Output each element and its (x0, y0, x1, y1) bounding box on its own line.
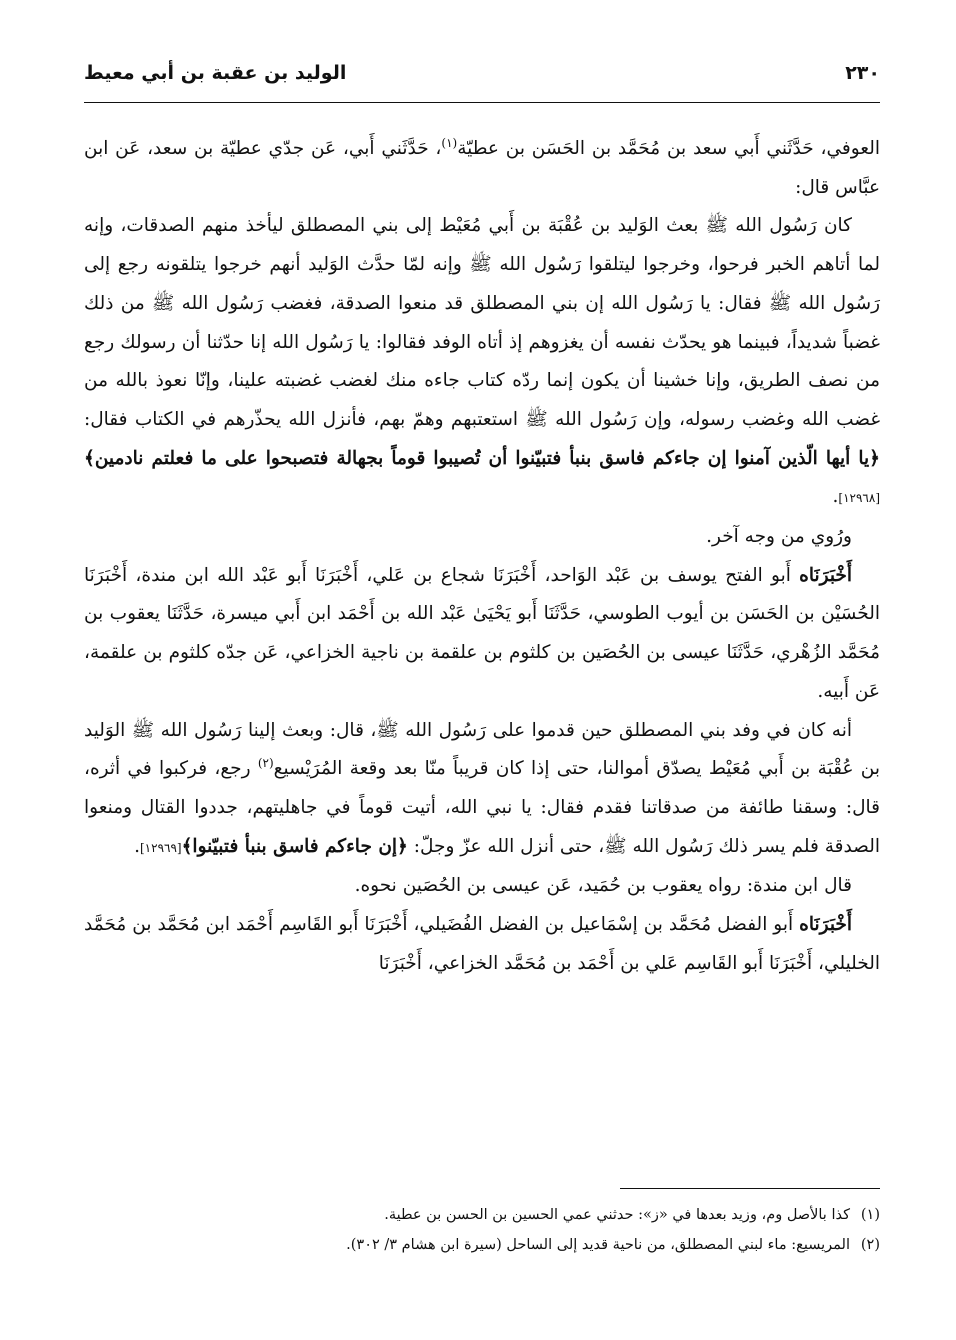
quran-verse: ﴿إن جاءكم فاسق بنبأ فتبيّنوا﴾ (181, 835, 408, 857)
footnote-divider (620, 1188, 880, 1189)
footnote-item (84, 1200, 880, 1230)
page-number: ٢٣٠ (845, 62, 880, 84)
isnad-lead-word: أَخْبَرَنَاه (799, 564, 852, 586)
page-header (84, 62, 880, 84)
isnad-lead-word: أَخْبَرَنَاه (799, 914, 852, 936)
paragraph-2: كان رَسُول الله ﷺ بعث الوَليد بن عُقْبَة بن أَبي مُعَيْط إلى بني المصطلق ليأخذ منهم الصدقات، وإنه لما أتاهم الخبر فرحوا، وخرجوا ليتلقوا رَسُول الله ﷺ وإنه لمّا حدَّث الوَليد أنهم خرجوا يتلقونه رجع إلى رَسُول الله ﷺ فقال: يا رَسُول الله إن بني المصطلق قد منعوا الصدقة، فغضب رَسُول الله ﷺ من ذلك غضباً شديداً، فبينما هو يحدّث نفسه أن يغزوهم إذ أتاه الوفد فقالوا: يا رَسُول الله إنا حدّثنا أن رسولك رجع من نصف الطريق، وإنا خشينا أن يكون إنما ردّه كتاب جاءه منك لغضب غضبته علينا، وإنّا نعوذ بالله من غضب الله وغضب رسوله، وإن رَسُول الله ﷺ استعتبهم وهمّ بهم، فأنزل الله يحذّرهم في الكتاب فقال: ﴿يا أيها الّذين آمنوا إن جاءكم فاسق بنبأ فتبيّنوا أن تُصيبوا قوماً بجهالة فتصبحوا على ما فعلتم نادمين﴾[١٢٩٦٨]. (84, 215, 880, 508)
footnote-number: (١) (860, 1207, 880, 1223)
paragraph-text: قال ابن مندة: رواه يعقوب بن حُمَيد، عَن عيسى بن الحُصَين نحوه. (354, 875, 852, 897)
paragraph-5: أنه كان في وفد بني المصطلق حين قدموا على رَسُول الله ﷺ، قال: وبعث إلينا رَسُول الله ﷺ الوَليد بن عُقْبَة بن أَبي مُعَيْط يصدّق أموالنا، حتى إذا كان قريباً منّا بعد وقعة المُرَيْسيع$^{(٢)}$ رجع، فركبوا في أثره، قال: وسقنا طائفة من صدقاتنا فقدم فقال: يا نبي الله، أتيت قوماً في جاهليتهم، جددوا القتال ومنعوا الصدقة فلم يسر ذلك رَسُول الله ﷺ، حتى أنزل الله عزّ وجلّ: ﴿إن جاءكم فاسق بنبأ فتبيّنوا﴾[١٢٩٦٩]. (84, 719, 880, 857)
quran-verse: ﴿يا أيها الّذين آمنوا إن جاءكم فاسق بنبأ فتبيّنوا أن تُصيبوا قوماً بجهالة فتصبحوا على ما فعلتم نادمين﴾ (84, 447, 880, 469)
paragraph-text: أَبو الفضل مُحَمَّد بن إسْمَاعيل بن الفضل الفُضَيلي، أَخْبَرَنَا أَبو القَاسِم أَحْمَد ابن مُحَمَّد بن مُحَمَّد الخليلي، أَخْبَرَنَا أَبو القَاسِم عَلي بن أَحْمَد بن مُحَمَّد الخزاعي، أَخْبَرَنَا (84, 914, 880, 974)
hadith-ref-number: [١٢٩٦٩] (139, 840, 182, 855)
paragraph-text: كان رَسُول الله ﷺ بعث الوَليد بن عُقْبَة بن أَبي مُعَيْط إلى بني المصطلق ليأخذ منهم الصدقات، وإنه لما أتاهم الخبر فرحوا، وخرجوا ليتلقوا رَسُول الله ﷺ وإنه لمّا حدَّث الوَليد أنهم خرجوا يتلقونه رجع إلى رَسُول الله ﷺ فقال: يا رَسُول الله إن بني المصطلق قد منعوا الصدقة، فغضب رَسُول الله ﷺ من ذلك غضباً شديداً، فبينما هو يحدّث نفسه أن يغزوهم إذ أتاه الوفد فقالوا: يا رَسُول الله إنا حدّثنا أن رسولك رجع من نصف الطريق، وإنا خشينا أن يكون إنما ردّه كتاب جاءه منك لغضب غضبته علينا، وإنّا نعوذ بالله من غضب الله وغضب رسوله، وإن رَسُول الله ﷺ استعتبهم وهمّ بهم، فأنزل الله يحذّرهم في الكتاب فقال: (84, 215, 880, 430)
footnote-marker[interactable]: (٢) (257, 756, 274, 771)
running-title: الوليد بن عقبة بن أبي معيط (84, 62, 347, 84)
footnote-text: كذا بالأصل وم، وزيد بعدها في «ز»: حدثني عمي الحسين بن الحسن بن عطية. (384, 1207, 850, 1223)
paragraph-1 (84, 130, 880, 207)
paragraph-text: أنه كان في وفد بني المصطلق حين قدموا على رَسُول الله ﷺ، قال: وبعث إلينا رَسُول الله ﷺ الوَليد بن عُقْبَة بن أَبي مُعَيْط يصدّق أموالنا، حتى إذا كان قريباً منّا بعد وقعة المُرَيْسيع (84, 719, 880, 780)
footnote-text: المريسيع: ماء لبني المصطلق، من ناحية قديد إلى الساحل (سيرة ابن هشام ٣/ ٣٠٢). (346, 1237, 850, 1253)
paragraph-7 (84, 906, 880, 983)
paragraph-3 (84, 518, 880, 557)
header-divider (84, 102, 880, 103)
paragraph-6 (84, 867, 880, 906)
footnote-item (84, 1230, 880, 1260)
paragraph-text: أَبو الفتح يوسف بن عَبْد الوَاحد، أَخْبَرَنَا شجاع بن عَلي، أَخْبَرَنَا أَبو عَبْد الله ابن مندة، أَخْبَرَنَا الحُسَيْن بن الحَسَن بن أيوب الطوسي، حَدَّثَنَا أَبو يَحْيَىٰ عَبْد الله بن أَحْمَد ابن أَبي ميسرة، حَدَّثَنَا يعقوب بن مُحَمَّد الزُهْري، حَدَّثَنَا عيسى بن الحُصَين بن كلثوم بن علقمة بن ناجية الخزاعي، عَن جدّه كلثوم بن علقمة، عَن أَبيه. (84, 564, 880, 702)
main-text (84, 130, 880, 983)
paragraph-text: ورُوي من وجه آخر. (706, 526, 852, 548)
paragraph-text: رجع، فركبوا في أثره، قال: وسقنا طائفة من صدقاتنا فقدم فقال: يا نبي الله، أتيت قوماً في جاهليتهم، جددوا القتال ومنعوا الصدقة فلم يسر ذلك رَسُول الله ﷺ، حتى أنزل الله عزّ وجلّ: (84, 758, 880, 857)
paragraph-text: العوفي، حَدَّثَني أَبي سعد بن مُحَمَّد بن الحَسَن بن عطيّة (457, 138, 880, 159)
footnote-number: (٢) (860, 1237, 880, 1253)
paragraph-text: ، حَدَّثَني أَبي، عَن جدّي عطيّة بن سعد، عَن ابن عبَّاس قال: (84, 138, 880, 198)
footnotes (84, 1200, 880, 1260)
paragraph-4 (84, 557, 880, 712)
footnote-marker[interactable]: (١) (441, 135, 458, 150)
hadith-ref-number: [١٢٩٦٨] (838, 491, 880, 506)
